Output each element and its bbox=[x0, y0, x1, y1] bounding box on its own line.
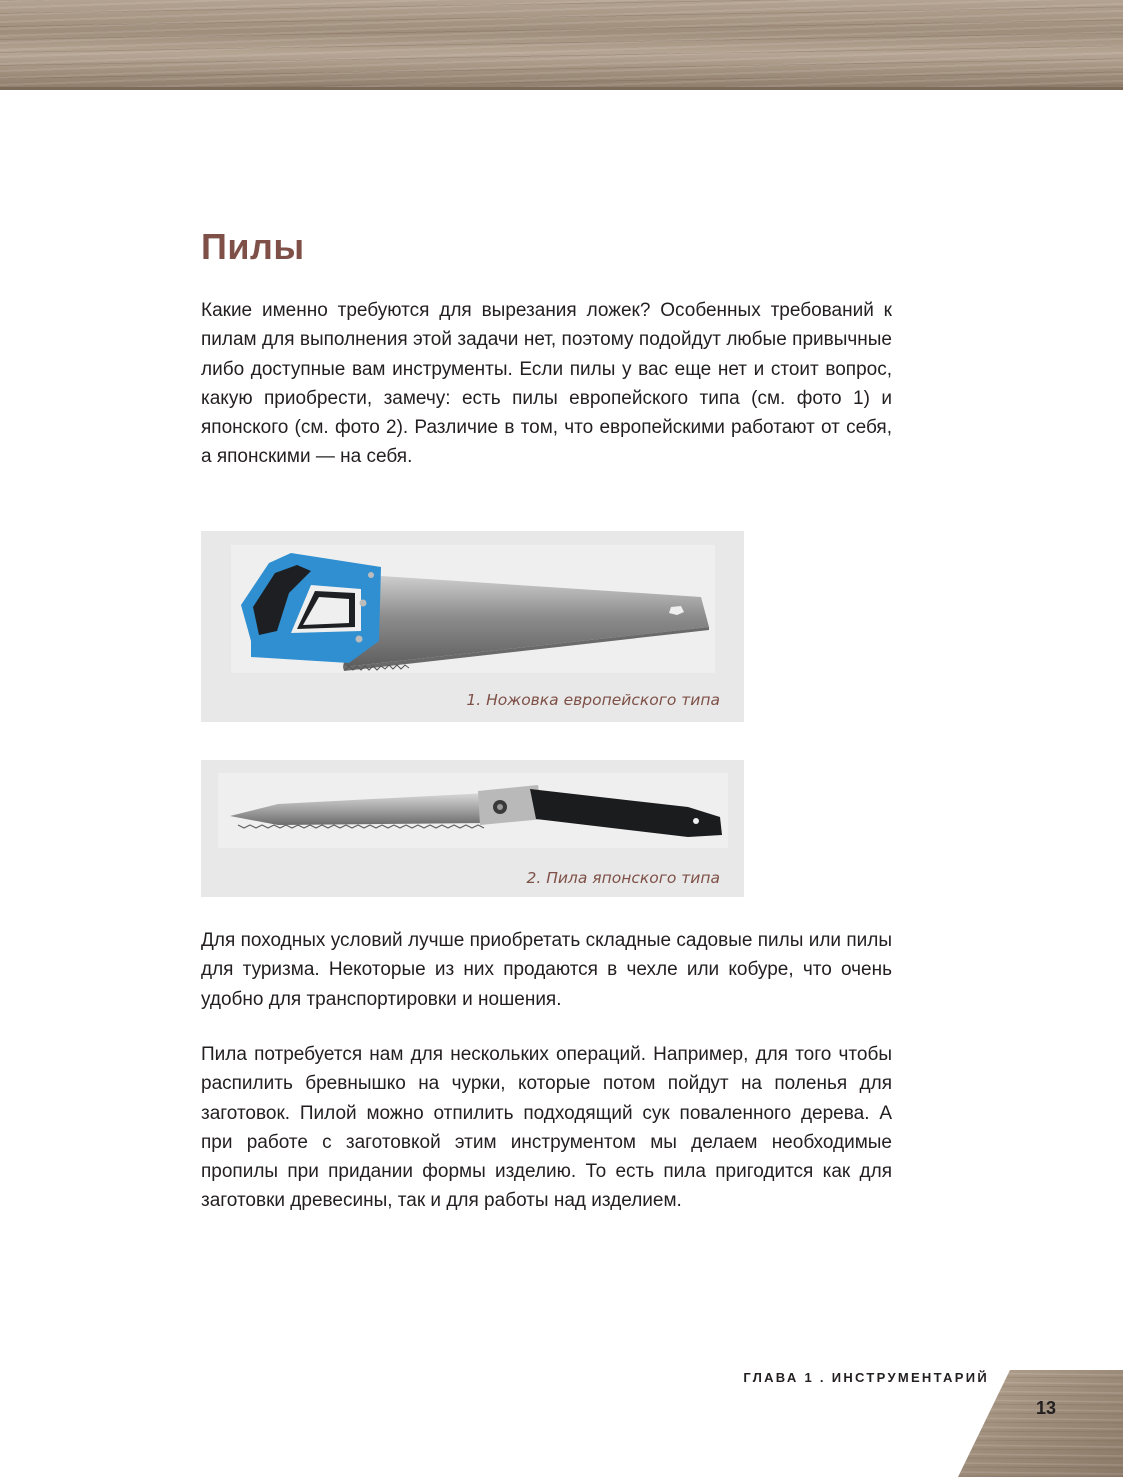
figure-2-caption: 2. Пила японского типа bbox=[526, 869, 720, 887]
page-number: 13 bbox=[1036, 1398, 1057, 1418]
page-title: Пилы bbox=[201, 226, 305, 267]
intro-paragraph: Какие именно требуются для вырезания ложек? Особенных требований к пилам для выполнения этой задачи нет, поэтому подойдут любые привычные либо доступные вам инструменты. Если пилы у вас еще нет и стоит вопрос, какую приобрести, замечу: есть пилы европейского типа (см. фото 1) и японского (см. фото 2). Различие в том, что европейскими работают от себя, а японскими — на себя. bbox=[201, 300, 892, 468]
chapter-label: ГЛАВА 1 . ИНСТРУМЕНТАРИЙ bbox=[743, 1370, 989, 1385]
camping-paragraph: Для походных условий лучше приобретать складные садовые пилы или пилы для туризма. Некоторые из них продаются в чехле или кобуре, что очень удобно для транспортировки и ношения. bbox=[201, 930, 892, 1010]
figure-japanese-saw bbox=[201, 760, 744, 897]
japanese-saw-photo bbox=[218, 773, 728, 848]
figure-1-caption: 1. Ножовка европейского типа bbox=[466, 691, 720, 709]
european-saw-photo bbox=[231, 545, 715, 673]
wood-corner-decoration bbox=[958, 1370, 1123, 1477]
figure-european-saw bbox=[201, 531, 744, 722]
wood-header-band bbox=[0, 0, 1123, 90]
usage-paragraph: Пила потребуется нам для нескольких операций. Например, для того чтобы распилить бревнышко на чурки, которые потом пойдут на поленья для заготовок. Пилой можно отпилить подходящий сук поваленного дерева. А при работе с заготовкой этим инструментом мы делаем необходимые пропилы при придании формы изделию. То есть пила пригодится как для заготовки древесины, так и для работы над изделием. bbox=[201, 1044, 892, 1212]
